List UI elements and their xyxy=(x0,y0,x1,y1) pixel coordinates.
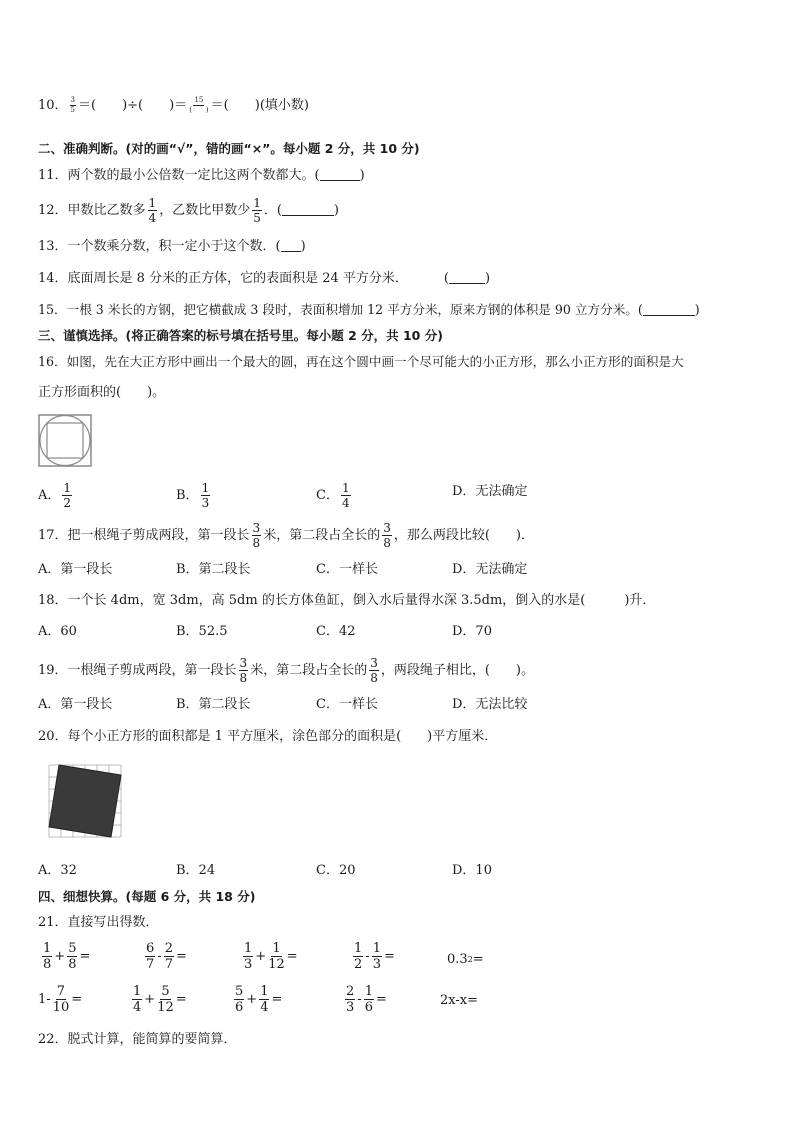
q18-option-c[interactable]: C．42 xyxy=(316,624,356,639)
question-18: 18．一个长 4dm，宽 3dm，高 5dm 的长方体鱼缸，倒入水后量得水深 3.5dm，倒入的水是( )升． xyxy=(38,593,656,608)
fraction xyxy=(372,942,382,971)
section-heading-4: 四、细想快算。(每题 6 分，共 18 分) xyxy=(38,889,256,904)
shaded-square xyxy=(49,765,121,837)
operator: + xyxy=(255,949,267,964)
question-text: 13．一个数乘分数，积一定小于这个数．( xyxy=(38,239,281,254)
fraction xyxy=(259,985,269,1014)
question-text: ＝( )÷( )＝ xyxy=(78,98,188,113)
q16-option-b[interactable] xyxy=(176,482,212,509)
exponent: 2 xyxy=(467,955,473,964)
numerator: 1 xyxy=(244,941,253,956)
fraction xyxy=(243,942,253,971)
denominator: 4 xyxy=(148,211,157,225)
equals: = xyxy=(472,952,484,967)
option-label: B． xyxy=(176,488,199,503)
paren-close: ) xyxy=(484,271,491,286)
equals: = xyxy=(175,949,187,964)
paren-close: ) xyxy=(694,302,700,317)
square-circle-figure xyxy=(38,414,94,468)
q20-option-a[interactable]: A．32 xyxy=(38,863,77,878)
paren-open: ( xyxy=(443,271,449,286)
denominator: 7 xyxy=(164,957,173,972)
operator: - xyxy=(357,992,362,1007)
numerator: 1 xyxy=(272,941,281,956)
paren-close: ) xyxy=(359,168,365,183)
fraction xyxy=(252,197,262,224)
equals: = xyxy=(286,949,298,964)
numerator: 1 xyxy=(148,196,157,210)
numerator: 2 xyxy=(346,984,355,999)
question-text: 19．一根绳子剪成两段，第一段长 xyxy=(38,663,237,678)
numerator: 15 xyxy=(194,96,204,104)
q20-option-d[interactable]: D．10 xyxy=(452,863,492,878)
q17-option-b[interactable]: B．第二段长 xyxy=(176,562,251,577)
denominator: 6 xyxy=(364,1000,373,1015)
numerator: 1 xyxy=(372,941,381,956)
denominator: 2 xyxy=(63,496,72,510)
denominator: 8 xyxy=(68,957,77,972)
fraction xyxy=(234,985,244,1014)
denominator: 8 xyxy=(43,957,52,972)
question-21: 21．直接写出得数． xyxy=(38,915,159,930)
question-text: 11．两个数的最小公倍数一定比这两个数都大。( xyxy=(38,168,320,183)
grid-figure xyxy=(48,764,124,840)
numerator: 5 xyxy=(235,984,244,999)
q19-option-b[interactable]: B．第二段长 xyxy=(176,697,251,712)
answer-blank[interactable] xyxy=(320,167,360,181)
question-15 xyxy=(38,300,700,320)
q18-option-d[interactable]: D．70 xyxy=(452,624,492,639)
numerator: 3 xyxy=(70,96,76,104)
equals: = xyxy=(271,992,283,1007)
question-number: 10． xyxy=(38,98,68,113)
fraction xyxy=(341,482,351,509)
option-label: A． xyxy=(38,488,61,503)
question-text: ．( xyxy=(263,203,282,218)
q17-option-d[interactable]: D．无法确定 xyxy=(452,562,528,577)
denominator: 5 xyxy=(253,211,261,225)
denominator: 8 xyxy=(252,536,261,550)
equals: = xyxy=(71,992,83,1007)
fraction xyxy=(67,942,77,971)
question-text: 17．把一根绳子剪成两段，第一段长 xyxy=(38,528,250,543)
question-text: 米，第二段占全长的 xyxy=(263,528,381,543)
question-16-line2: 正方形面积的( )。 xyxy=(38,385,166,400)
denominator: 7 xyxy=(146,957,155,972)
calc-item: 2x-x= xyxy=(440,993,478,1008)
question-16-line1: 16．如图，先在大正方形中画出一个最大的圆，再在这个圆中画一个尽可能大的小正方形，那么小正方形的面积是大 xyxy=(38,354,684,369)
operator: - xyxy=(157,949,162,964)
calc-item xyxy=(130,985,187,1014)
numerator: 3 xyxy=(383,521,391,535)
calc-item xyxy=(143,942,187,971)
equals: = xyxy=(79,949,91,964)
denominator: 10 xyxy=(52,1000,70,1015)
calc-item xyxy=(38,985,82,1014)
calc-item xyxy=(232,985,282,1014)
q19-option-c[interactable]: C．一样长 xyxy=(316,697,378,712)
question-text: 14．底面周长是 8 分米的正方体，它的表面积是 24 平方分米． xyxy=(38,271,408,286)
fraction xyxy=(268,942,285,971)
calc-item xyxy=(40,942,90,971)
fraction xyxy=(157,985,174,1014)
question-text: ，那么两段比较( )． xyxy=(393,528,534,543)
denominator: 12 xyxy=(268,957,285,972)
fraction xyxy=(53,985,70,1014)
fraction xyxy=(382,522,392,549)
fraction xyxy=(189,97,208,114)
fraction xyxy=(369,657,379,684)
denominator: 5 xyxy=(70,106,76,114)
denominator: 8 xyxy=(239,671,248,685)
numerator: 6 xyxy=(146,941,155,956)
q19-option-a[interactable]: A．第一段长 xyxy=(38,697,113,712)
denominator: 4 xyxy=(133,1000,142,1015)
question-10 xyxy=(38,96,309,116)
answer-blank[interactable] xyxy=(449,270,485,284)
q16-option-d[interactable] xyxy=(452,482,527,502)
calc-item xyxy=(351,942,395,971)
q17-option-a[interactable]: A．第一段长 xyxy=(38,562,113,577)
question-13 xyxy=(38,237,306,257)
question-11 xyxy=(38,166,365,186)
q19-option-d[interactable]: D．无法比较 xyxy=(452,697,528,712)
fraction xyxy=(239,657,249,684)
calc-item xyxy=(447,952,484,967)
fraction xyxy=(353,942,363,971)
numerator: 5 xyxy=(161,984,170,999)
numerator: 1 xyxy=(43,941,52,956)
fraction xyxy=(42,942,52,971)
equals: = xyxy=(383,949,395,964)
answer-blank[interactable] xyxy=(282,202,334,216)
denominator: 3 xyxy=(244,957,253,972)
question-text: ＝( )(填小数) xyxy=(210,98,309,113)
operator: - xyxy=(365,949,370,964)
question-12 xyxy=(38,197,339,224)
q20-option-c[interactable]: C．20 xyxy=(316,863,356,878)
fraction xyxy=(132,985,142,1014)
question-14 xyxy=(38,269,490,289)
numerator: 1 xyxy=(201,481,210,495)
paren-close: ) xyxy=(300,239,306,254)
question-text: 15．一根 3 米长的方钢，把它横截成 3 段时，表面积增加 12 平方分米，原来方钢的体积是 90 立方分米。( xyxy=(38,302,643,317)
answer-blank[interactable] xyxy=(643,302,695,316)
numerator: 5 xyxy=(68,941,77,956)
numerator: 1 xyxy=(63,481,72,495)
q20-option-b[interactable]: B．24 xyxy=(176,863,216,878)
small-square xyxy=(47,423,83,458)
numerator: 1 xyxy=(260,984,269,999)
fraction xyxy=(62,482,72,509)
fraction xyxy=(148,197,158,224)
question-22: 22．脱式计算，能简算的要简算． xyxy=(38,1032,237,1047)
operator: + xyxy=(54,949,66,964)
numerator: 3 xyxy=(239,656,248,670)
question-20: 20．每个小正方形的面积都是 1 平方厘米，涂色部分的面积是( )平方厘米． xyxy=(38,729,498,744)
q17-option-c[interactable]: C．一样长 xyxy=(316,562,378,577)
numerator: 7 xyxy=(56,984,66,999)
calc-item xyxy=(241,942,298,971)
fraction xyxy=(70,97,76,114)
question-19 xyxy=(38,657,534,684)
numerator: 1 xyxy=(341,481,350,495)
denominator: 8 xyxy=(383,536,391,550)
paren-close: ) xyxy=(333,203,339,218)
question-text: 12．甲数比乙数多 xyxy=(38,203,146,218)
numerator: 2 xyxy=(164,941,173,956)
denominator: 4 xyxy=(341,496,350,510)
denominator: 4 xyxy=(260,1000,269,1015)
q18-option-b[interactable]: B．52.5 xyxy=(176,624,228,639)
fraction xyxy=(364,985,374,1014)
denominator: 3 xyxy=(201,496,210,510)
question-text: 米，第二段占全长的 xyxy=(250,663,368,678)
numerator: 1 xyxy=(354,941,363,956)
option-text: 无法确定 xyxy=(475,484,528,499)
operator: + xyxy=(246,992,258,1007)
equals: = xyxy=(375,992,387,1007)
option-label: C． xyxy=(316,488,339,503)
denominator: 6 xyxy=(235,1000,244,1015)
answer-blank[interactable] xyxy=(281,238,301,252)
question-text: ，乙数比甲数少 xyxy=(159,203,251,218)
denominator: 12 xyxy=(157,1000,174,1015)
numerator: 1 xyxy=(364,984,373,999)
numerator: 3 xyxy=(252,521,261,535)
operator: 1- xyxy=(38,992,51,1007)
section-heading-2: 二、准确判断。(对的画“√”，错的画“×”。每小题 2 分，共 10 分) xyxy=(38,141,420,156)
denominator: 3 xyxy=(346,1000,355,1015)
question-17 xyxy=(38,522,534,549)
equals: = xyxy=(175,992,187,1007)
question-text: ，两段绳子相比，( )。 xyxy=(380,663,534,678)
q18-option-a[interactable]: A．60 xyxy=(38,624,77,639)
fraction xyxy=(201,482,211,509)
option-label: D． xyxy=(452,484,476,499)
numerator: 3 xyxy=(370,656,378,670)
operator: + xyxy=(144,992,156,1007)
denominator: ( ) xyxy=(189,106,209,114)
calc-item xyxy=(343,985,387,1014)
fraction xyxy=(345,985,355,1014)
base: 0.3 xyxy=(447,952,468,967)
fraction xyxy=(252,522,262,549)
section-heading-3: 三、谨慎选择。(将正确答案的标号填在括号里。每小题 2 分，共 10 分) xyxy=(38,328,443,343)
q16-option-a[interactable] xyxy=(38,482,74,509)
denominator: 2 xyxy=(354,957,363,972)
fraction xyxy=(145,942,155,971)
numerator: 1 xyxy=(253,196,261,210)
numerator: 1 xyxy=(133,984,142,999)
fraction xyxy=(164,942,174,971)
denominator: 8 xyxy=(370,671,378,685)
denominator: 3 xyxy=(372,957,381,972)
q16-option-c[interactable] xyxy=(316,482,353,509)
